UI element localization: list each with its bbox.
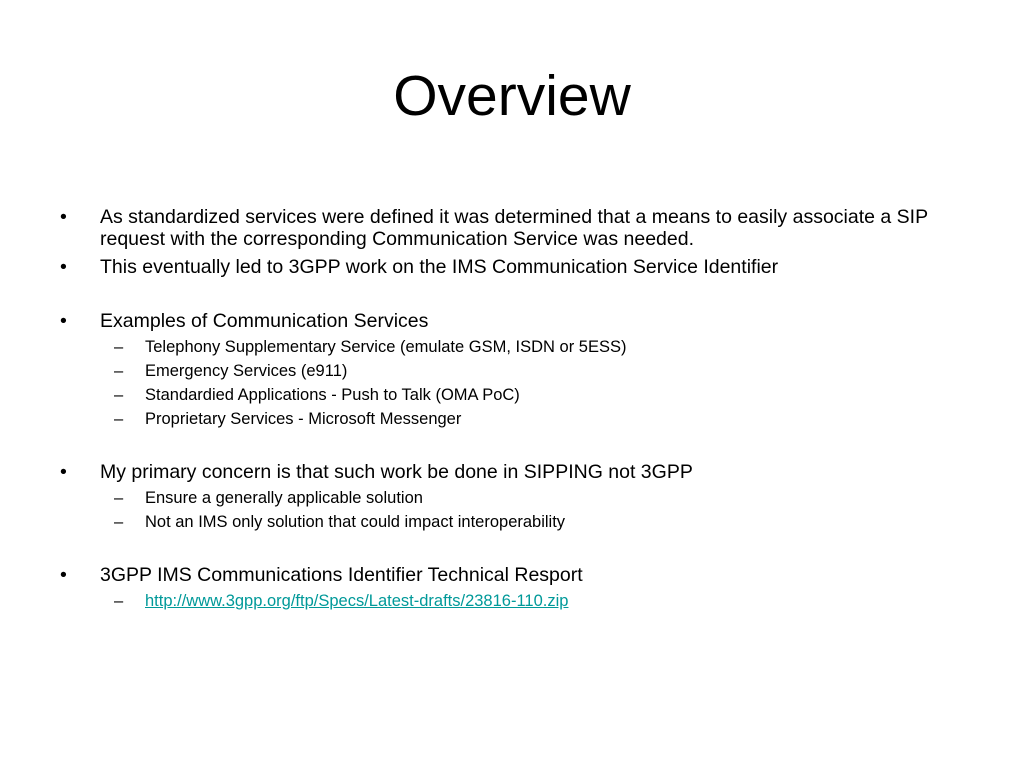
bullet-text: My primary concern is that such work be done in SIPPING not 3GPP <box>100 461 693 483</box>
bullet-marker: • <box>60 461 67 483</box>
bullet-marker: • <box>60 206 67 228</box>
sub-bullet-marker: – <box>114 489 124 507</box>
bullet-item <box>58 310 978 332</box>
sub-bullet-text: Ensure a generally applicable solution <box>145 489 423 507</box>
bullet-item <box>58 564 978 586</box>
sub-bullet-marker: – <box>114 592 124 610</box>
bullet-text: 3GPP IMS Communications Identifier Technical Resport <box>100 564 583 586</box>
sub-bullet-marker: – <box>114 362 124 380</box>
sub-bullet-marker: – <box>114 386 124 404</box>
bullet-item <box>58 256 978 278</box>
bullet-marker: • <box>60 256 67 278</box>
sub-bullet-item <box>58 591 978 611</box>
bullet-text: Examples of Communication Services <box>100 310 429 332</box>
sub-bullet-text: Telephony Supplementary Service (emulate GSM, ISDN or 5ESS) <box>145 338 627 356</box>
sub-bullet-item <box>58 409 978 429</box>
bullet-item <box>58 461 978 483</box>
bullet-text: This eventually led to 3GPP work on the IMS Communication Service Identifier <box>100 256 779 278</box>
sub-bullet-text: Proprietary Services - Microsoft Messenger <box>145 410 462 428</box>
sub-bullet-item <box>58 361 978 381</box>
spec-download-link[interactable]: http://www.3gpp.org/ftp/Specs/Latest-drafts/23816-110.zip <box>145 592 569 610</box>
sub-bullet-item <box>58 337 978 357</box>
bullet-marker: • <box>60 564 67 586</box>
sub-bullet-item <box>58 512 978 532</box>
sub-bullet-marker: – <box>114 410 124 428</box>
bullet-item <box>58 206 978 250</box>
sub-bullet-item <box>58 488 978 508</box>
slide-title: Overview <box>393 64 631 128</box>
sub-bullet-item <box>58 385 978 405</box>
bullet-marker: • <box>60 310 67 332</box>
bullet-text: As standardized services were defined it was determined that a means to easily associate a SIP request with the corresponding Communication Service was needed. <box>100 206 928 250</box>
sub-bullet-marker: – <box>114 513 124 531</box>
sub-bullet-text: Not an IMS only solution that could impact interoperability <box>145 513 566 531</box>
sub-bullet-text: Standardied Applications - Push to Talk (OMA PoC) <box>145 386 520 404</box>
slide-body <box>58 206 978 611</box>
sub-bullet-marker: – <box>114 338 124 356</box>
sub-bullet-text: Emergency Services (e911) <box>145 362 348 380</box>
